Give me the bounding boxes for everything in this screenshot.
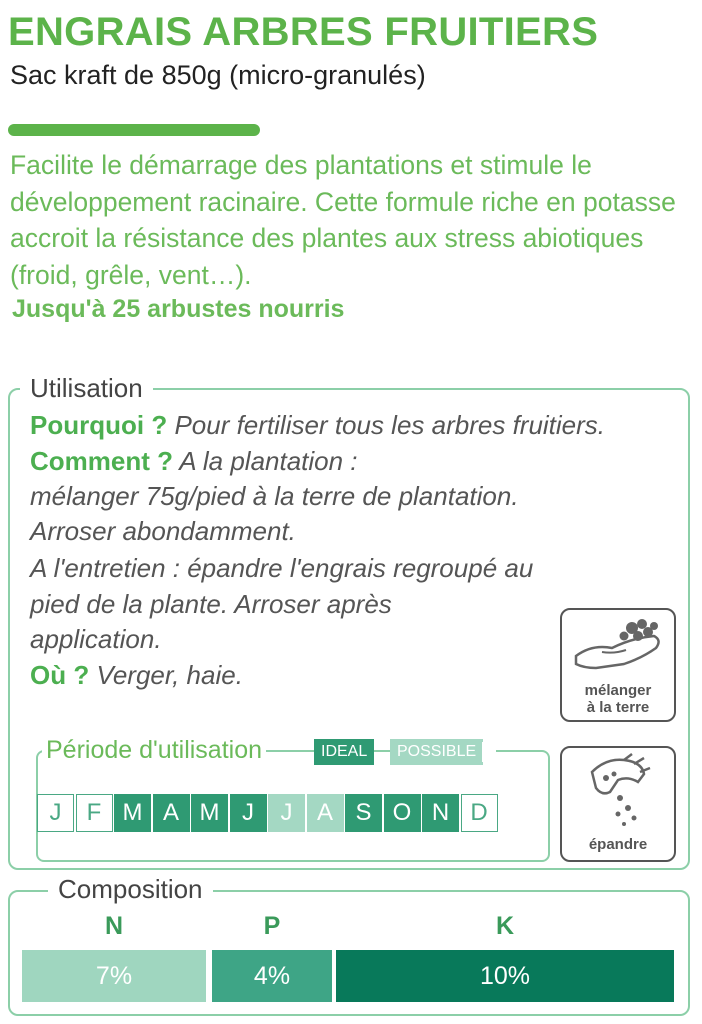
where-line — [30, 660, 243, 691]
nutrient-p-label: P — [263, 912, 281, 940]
month-nov: N — [422, 794, 459, 832]
period-heading: Période d'utilisation — [42, 736, 266, 765]
where-label: Où ? — [30, 660, 90, 690]
divider-bar — [8, 124, 260, 136]
why-text: Pour fertiliser tous les arbres fruitiers. — [174, 410, 606, 440]
legend-gap — [482, 742, 496, 762]
nutrient-n-label: N — [104, 912, 124, 940]
how-line — [30, 446, 358, 477]
mix-soil-card — [560, 608, 676, 722]
month-dec: D — [461, 794, 498, 832]
composition-heading: Composition — [48, 874, 213, 905]
month-may: M — [191, 794, 228, 832]
nutrient-k-bar: 10% — [336, 950, 674, 1002]
mix-soil-label-2: à la terre — [586, 699, 650, 716]
how-text-3: Arroser abondamment. — [30, 516, 296, 546]
month-apr: A — [153, 794, 190, 832]
where-text: Verger, haie. — [96, 660, 243, 690]
month-aug: A — [307, 794, 344, 832]
month-jan: J — [37, 794, 74, 832]
month-jul: J — [268, 794, 305, 832]
product-description: Facilite le démarrage des plantations et stimule le développement racinaire. Cette formule riche en potasse accroit la résistance des plantes aux stress abiotiques (froid, grêle, vent…). — [10, 150, 676, 290]
possible-legend-tag: POSSIBLE — [390, 739, 483, 765]
usage-heading: Utilisation — [20, 373, 153, 404]
how-label: Comment ? — [30, 446, 173, 476]
month-jun: J — [230, 794, 267, 832]
month-feb: F — [76, 794, 113, 832]
month-sep: S — [345, 794, 382, 832]
how-text-4: A l'entretien : épandre l'engrais regroupé au — [30, 553, 534, 583]
nutrient-p-bar: 4% — [212, 950, 332, 1002]
product-title: ENGRAIS ARBRES FRUITIERS — [8, 10, 599, 54]
how-text-2: mélanger 75g/pied à la terre de plantation. — [30, 481, 519, 511]
how-text-6: application. — [30, 624, 162, 654]
hand-spreading-icon — [562, 752, 674, 832]
why-label: Pourquoi ? — [30, 410, 168, 440]
mix-soil-label-1: mélanger — [584, 682, 652, 699]
spread-label: épandre — [588, 836, 648, 853]
nutrient-k-label: K — [495, 912, 515, 940]
hand-with-soil-icon — [562, 614, 674, 684]
product-subtitle: Sac kraft de 850g (micro-granulés) — [10, 60, 426, 90]
coverage-highlight: Jusqu'à 25 arbustes nourris — [12, 295, 345, 323]
how-text-5: pied de la plante. Arroser après — [30, 589, 392, 619]
ideal-legend-tag: IDEAL — [314, 739, 374, 765]
month-oct: O — [384, 794, 421, 832]
how-text-1: A la plantation : — [179, 446, 358, 476]
spread-card — [560, 746, 676, 862]
why-line — [30, 410, 605, 441]
nutrient-n-bar: 7% — [22, 950, 206, 1002]
month-calendar — [37, 794, 499, 832]
month-mar: M — [114, 794, 151, 832]
